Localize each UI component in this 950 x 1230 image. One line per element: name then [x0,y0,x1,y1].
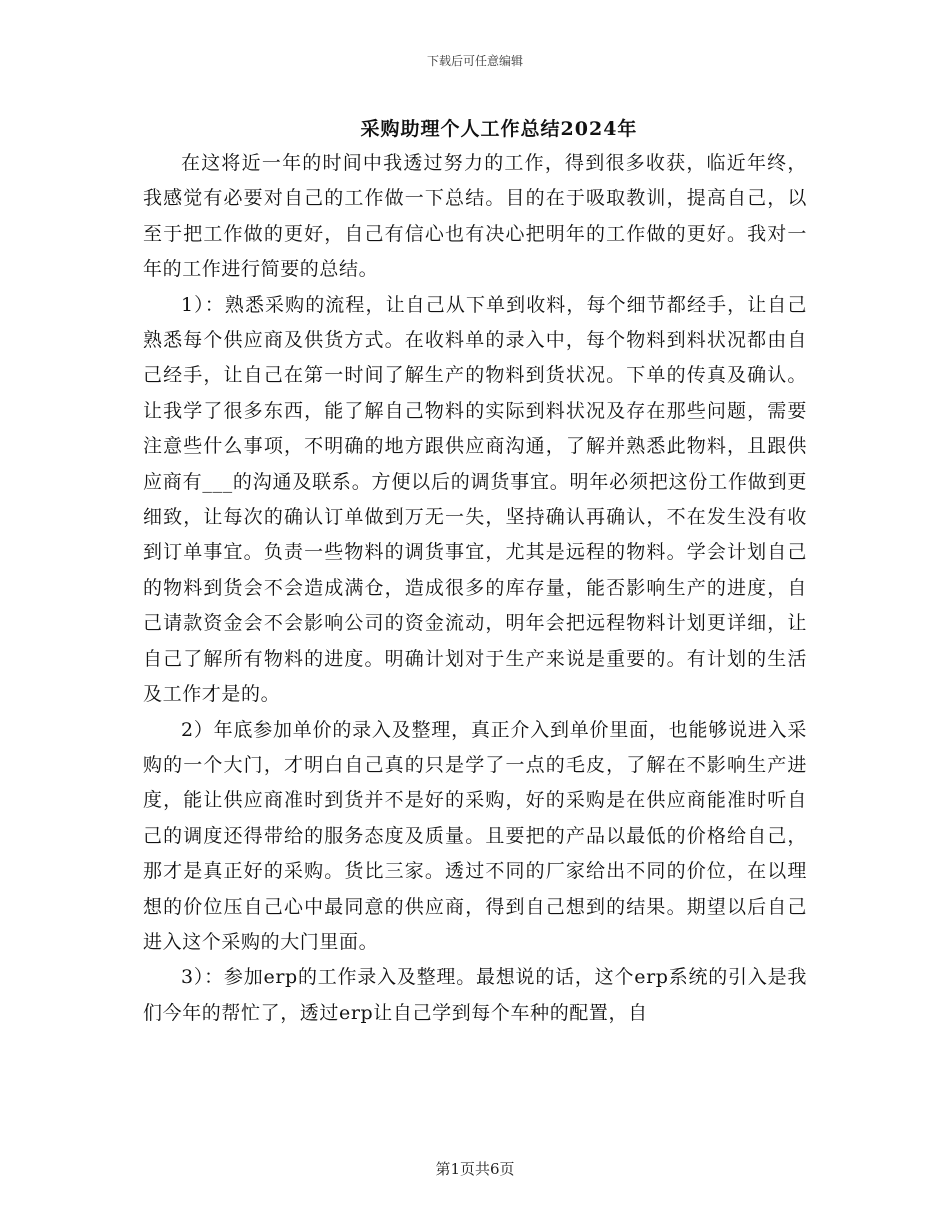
paragraph-item-3: 3）：参加erp的工作录入及整理。最想说的话，这个erp系统的引入是我们今年的帮忙了，透过erp让自己学到每个车种的配置，自 [143,966,807,1024]
page-number: 第1页共6页 [435,1160,515,1178]
page-header-note: 下载后可任意编辑 [426,54,523,68]
paragraph-item-2: 2）年底参加单价的录入及整理，真正介入到单价里面，也能够说进入采购的一个大门，才明白自己真的只是学了一点的毛皮，了解在不影响生产进度，能让供应商准时到货并不是好的采购，好的采购是在供应商能准时听自己的调度还得带给的服务态度及质量。且要把的产品以最低的价格给自己，那才是真正好的采购。货比三家。透过不同的厂家给出不同的价位，在以理想的价位压自己心中最同意的供应商，得到自己想到的结果。期望以后自己进入这个采购的大门里面。 [143,718,807,953]
document-body [143,146,807,1031]
paragraph-item-1: 1）：熟悉采购的流程，让自己从下单到收料，每个细节都经手，让自己熟悉每个供应商及供货方式。在收料单的录入中，每个物料到料状况都由自己经手，让自己在第一时间了解生产的物料到货状况。下单的传真及确认。让我学了很多东西，能了解自己物料的实际到料状况及存在那些问题，需要注意些什么事项，不明确的地方跟供应商沟通，了解并熟悉此物料，且跟供应商有___的沟通及联系。方便以后的调货事宜。明年必须把这份工作做到更细致，让每次的确认订单做到万无一失，坚持确认再确认，不在发生没有收到订单事宜。负责一些物料的调货事宜，尤其是远程的物料。学会计划自己的物料到货会不会造成满仓，造成很多的库存量，能否影响生产的进度，自己请款资金会不会影响公司的资金流动，明年会把远程物料计划更详细，让自己了解所有物料的进度。明确计划对于生产来说是重要的。有计划的生活及工作才是的。 [143,293,807,706]
document-title: 采购助理个人工作总结2024年 [360,118,638,140]
paragraph-intro: 在这将近一年的时间中我透过努力的工作，得到很多收获，临近年终，我感觉有必要对自己的工作做一下总结。目的在于吸取教训，提高自己，以至于把工作做的更好，自己有信心也有决心把明年的工作做的更好。我对一年的工作进行简要的总结。 [143,152,807,281]
